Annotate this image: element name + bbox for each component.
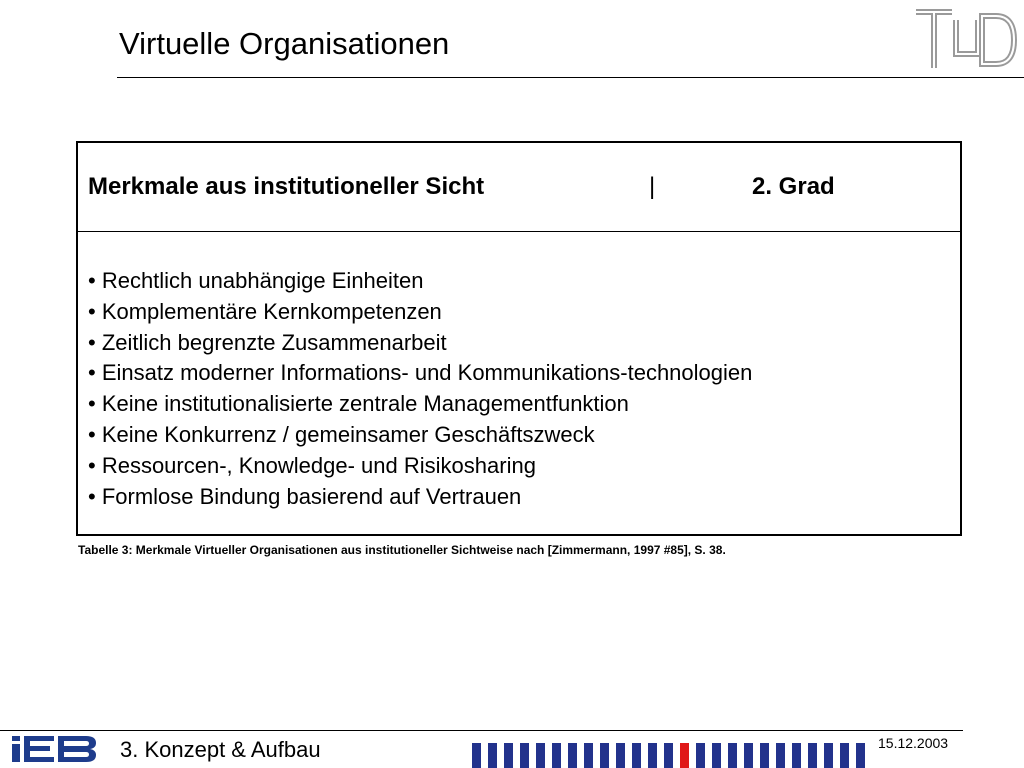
progress-segment [840,743,849,768]
progress-segment [664,743,673,768]
progress-segment [488,743,497,768]
list-item: • Komplementäre Kernkompetenzen [88,298,442,324]
list-item: • Zeitlich begrenzte Zusammenarbeit [88,329,447,355]
list-item: • Rechtlich unabhängige Einheiten [88,268,424,293]
footer-divider [0,730,963,731]
slide-title: Virtuelle Organisationen [119,26,450,61]
progress-segment [712,743,721,768]
progress-segment [568,743,577,768]
tud-logo [912,6,1018,70]
list-item: • Einsatz moderner Informations- und Kommunikations-technologien [88,360,753,386]
progress-segment [776,743,785,768]
table-caption: Tabelle 3: Merkmale Virtueller Organisationen aus institutioneller Sichtweise nach [Zimmermann, 1997 #85], S. 38. [78,543,726,557]
progress-segment [744,743,753,768]
feature-list [88,266,752,512]
progress-segment [520,743,529,768]
progress-segment [760,743,769,768]
list-item: • Formlose Bindung basierend auf Vertrauen [88,483,522,509]
progress-segment [696,743,705,768]
progress-segment-current [680,743,689,768]
progress-segment [472,743,481,768]
list-item: • Ressourcen-, Knowledge- und Risikosharing [88,452,536,478]
title-divider [117,77,1024,78]
progress-segment [600,743,609,768]
footer-section-label: 3. Konzept & Aufbau [120,737,321,762]
table-header-label: Merkmale aus institutioneller Sicht [88,173,485,200]
progress-segment [584,743,593,768]
list-item: • Keine Konkurrenz / gemeinsamer Geschäftszweck [88,421,595,447]
progress-segment [792,743,801,768]
table-header [78,143,960,232]
footer-date: 15.12.2003 [878,735,949,751]
table-header-grade: 2. Grad [752,173,835,200]
features-table [76,141,962,536]
progress-segment [552,743,561,768]
progress-segment [824,743,833,768]
progress-segment [616,743,625,768]
progress-segment [856,743,865,768]
progress-segment [536,743,545,768]
progress-segment [632,743,641,768]
progress-segment [728,743,737,768]
table-header-separator: | [649,173,656,200]
list-item: • Keine institutionalisierte zentrale Managementfunktion [88,391,629,417]
presentation-progress [472,743,865,768]
progress-segment [648,743,657,768]
progress-segment [504,743,513,768]
ieb-logo [12,736,96,762]
progress-segment [808,743,817,768]
